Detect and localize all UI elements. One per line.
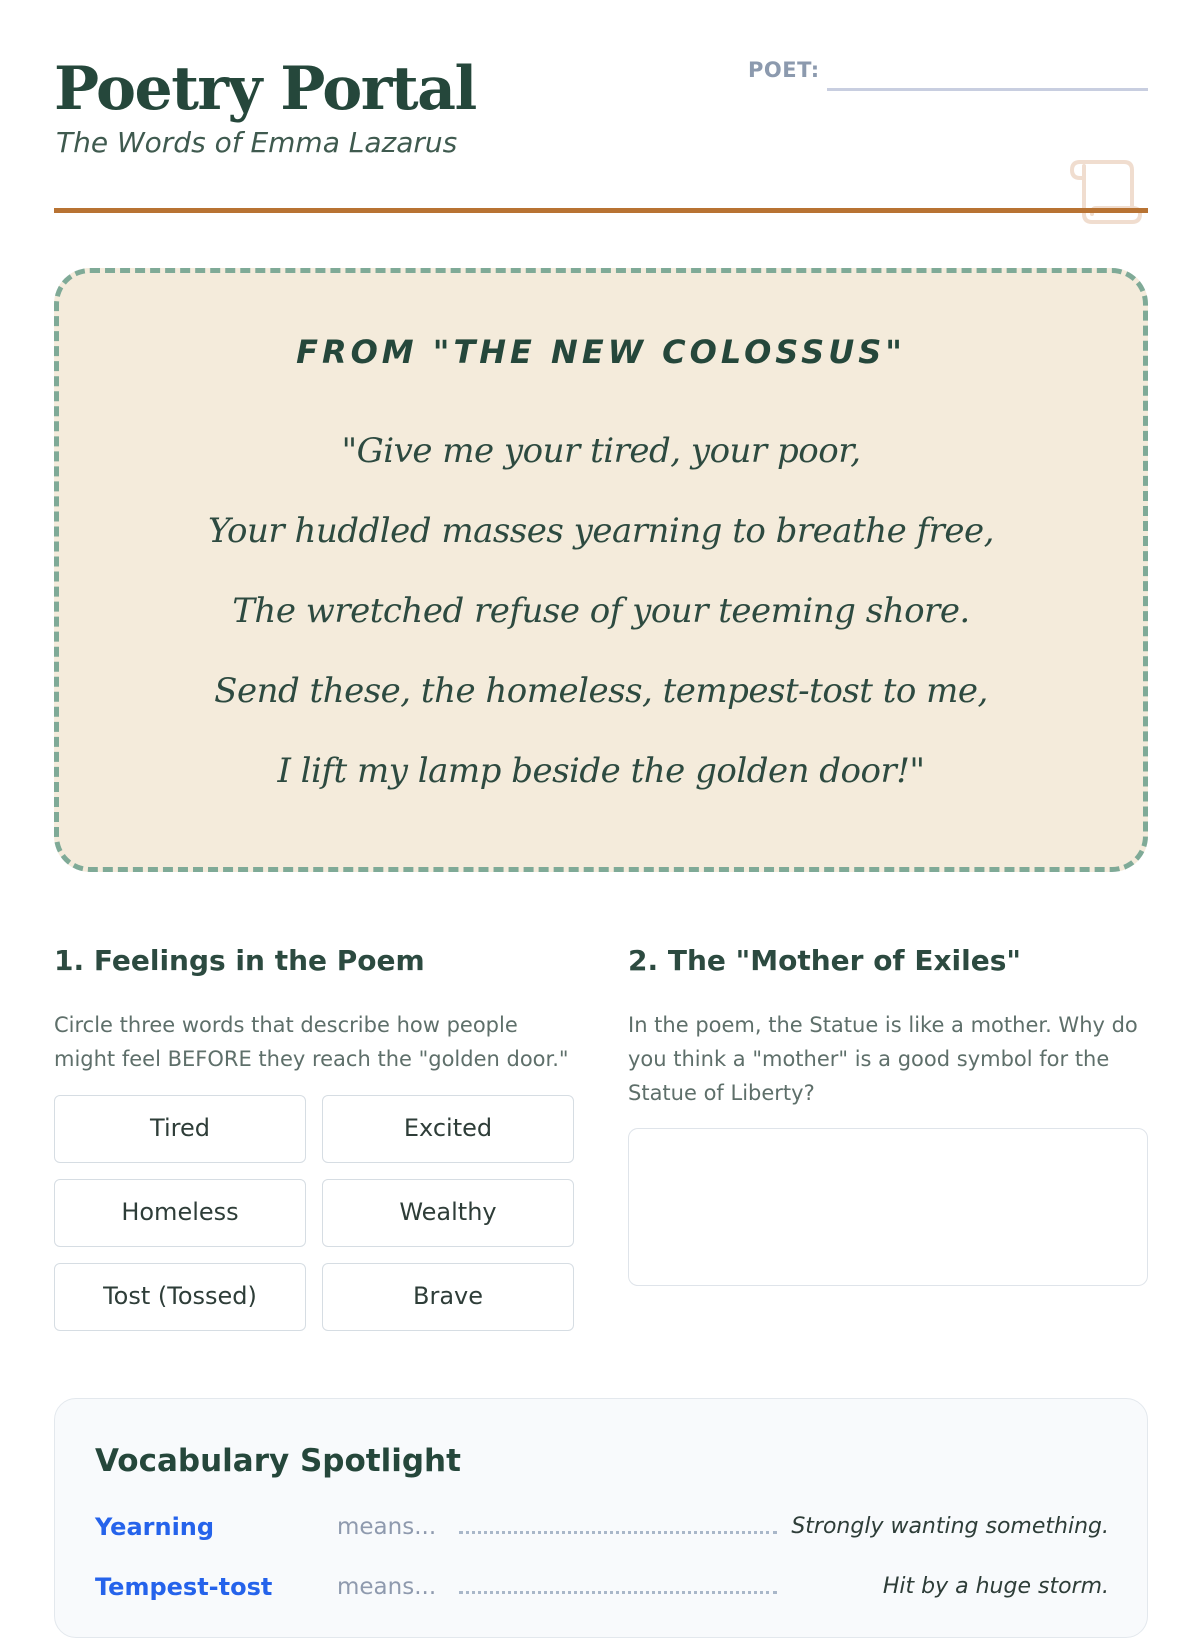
vocab-word: Yearning bbox=[95, 1513, 215, 1541]
vocab-means-label: means... bbox=[337, 1514, 437, 1540]
word-option-tired[interactable]: Tired bbox=[54, 1095, 306, 1163]
vocab-definition: Strongly wanting something. bbox=[791, 1514, 1109, 1539]
word-option-tost[interactable]: Tost (Tossed) bbox=[54, 1263, 306, 1331]
vocab-row bbox=[95, 1573, 1109, 1613]
question-2-prompt: In the poem, the Statue is like a mother. Why do you think a "mother" is a good symbol for the Statue of Liberty? bbox=[628, 1013, 1138, 1105]
poet-name-field[interactable] bbox=[827, 88, 1148, 91]
vocab-row bbox=[95, 1513, 1109, 1553]
poem-line: Your huddled masses yearning to breathe free, bbox=[208, 511, 994, 551]
question-2-answer-box[interactable] bbox=[628, 1128, 1148, 1286]
question-1-title: 1. Feelings in the Poem bbox=[54, 944, 425, 977]
worksheet-page bbox=[54, 0, 1148, 1600]
header bbox=[54, 50, 1148, 215]
poem-line: "Give me your tired, your poor, bbox=[341, 431, 861, 471]
vocab-word: Tempest-tost bbox=[95, 1573, 273, 1601]
vocabulary-spotlight bbox=[54, 1398, 1148, 1638]
poet-label: POET: bbox=[748, 58, 820, 82]
poem-lines bbox=[59, 423, 1143, 823]
question-2-title: 2. The "Mother of Exiles" bbox=[628, 944, 1021, 977]
vocab-dotted-leader bbox=[459, 1531, 777, 1534]
word-option-brave[interactable]: Brave bbox=[322, 1263, 574, 1331]
word-option-excited[interactable]: Excited bbox=[322, 1095, 574, 1163]
scroll-icon bbox=[1066, 156, 1144, 226]
poem-heading: FROM "THE NEW COLOSSUS" bbox=[296, 333, 906, 371]
page-subtitle: The Words of Emma Lazarus bbox=[56, 126, 458, 159]
header-divider bbox=[54, 208, 1148, 213]
poem-line: I lift my lamp beside the golden door!" bbox=[277, 751, 925, 791]
poem-excerpt-box bbox=[54, 268, 1148, 872]
vocab-means-label: means... bbox=[337, 1574, 437, 1600]
poem-line: The wretched refuse of your teeming shore. bbox=[232, 591, 970, 631]
poem-line: Send these, the homeless, tempest-tost to me, bbox=[214, 671, 988, 711]
vocab-definition: Hit by a huge storm. bbox=[882, 1574, 1109, 1599]
page-title: Poetry Portal bbox=[54, 54, 476, 124]
vocabulary-title: Vocabulary Spotlight bbox=[95, 1443, 461, 1479]
vocab-dotted-leader bbox=[459, 1591, 777, 1594]
word-option-homeless[interactable]: Homeless bbox=[54, 1179, 306, 1247]
question-1-prompt: Circle three words that describe how people might feel BEFORE they reach the "golden door." bbox=[54, 1013, 569, 1071]
word-option-wealthy[interactable]: Wealthy bbox=[322, 1179, 574, 1247]
